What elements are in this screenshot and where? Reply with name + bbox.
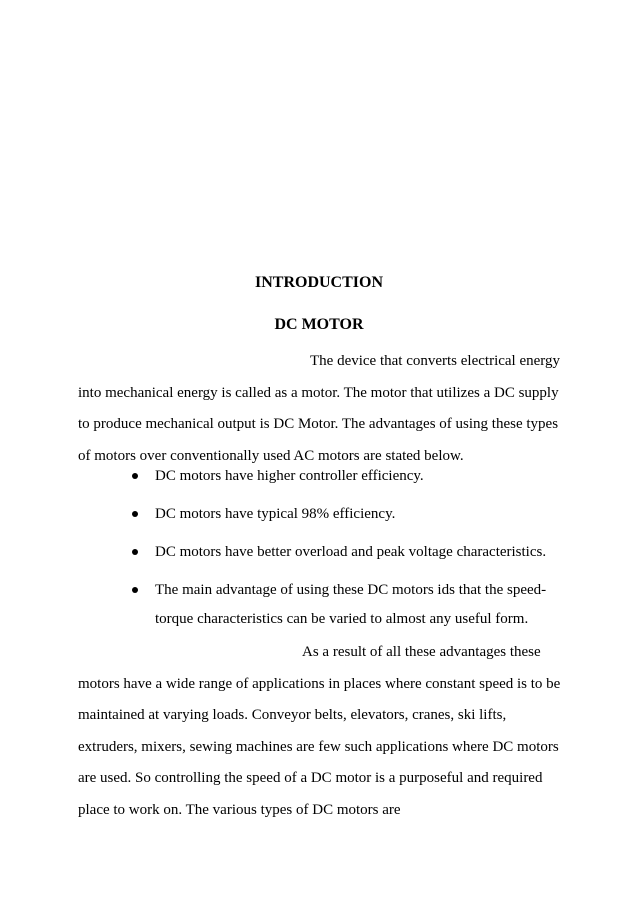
intro-paragraph: [78, 346, 564, 472]
bullet-icon: [132, 473, 138, 479]
list-item-text: DC motors have better overload and peak voltage characteristics.: [155, 544, 547, 560]
paragraph-line: are used. So controlling the speed of a DC motor is a purposeful and required: [78, 770, 543, 786]
list-item-text: torque characteristics can be varied to almost any useful form.: [155, 611, 529, 627]
bullet-icon: [132, 511, 138, 517]
paragraph-line: The device that converts electrical energy: [310, 353, 561, 369]
applications-paragraph: [78, 637, 564, 826]
subsection-title: DC MOTOR: [274, 316, 364, 333]
list-item-text: DC motors have higher controller efficiency.: [155, 468, 424, 484]
paragraph-line: motors have a wide range of applications in places where constant speed is to be: [78, 675, 561, 692]
list-item-text: DC motors have typical 98% efficiency.: [155, 506, 396, 522]
paragraph-line: to produce mechanical output is DC Motor. The advantages of using these types: [78, 416, 559, 432]
paragraph-line: extruders, mixers, sewing machines are few such applications where DC motors: [78, 738, 559, 755]
paragraph-line: into mechanical energy is called as a motor. The motor that utilizes a DC supply: [78, 384, 559, 401]
paragraph-line: of motors over conventionally used AC motors are stated below.: [78, 447, 464, 464]
bullet-icon: [132, 549, 138, 555]
paragraph-line: place to work on. The various types of DC motors are: [78, 801, 401, 818]
section-title: INTRODUCTION: [254, 274, 383, 291]
paragraph-line: As a result of all these advantages these: [302, 644, 541, 660]
paragraph-line: maintained at varying loads. Conveyor belts, elevators, cranes, ski lifts,: [78, 707, 507, 723]
bullet-icon: [132, 587, 138, 593]
list-item-text: The main advantage of using these DC motors ids that the speed-: [155, 582, 547, 598]
